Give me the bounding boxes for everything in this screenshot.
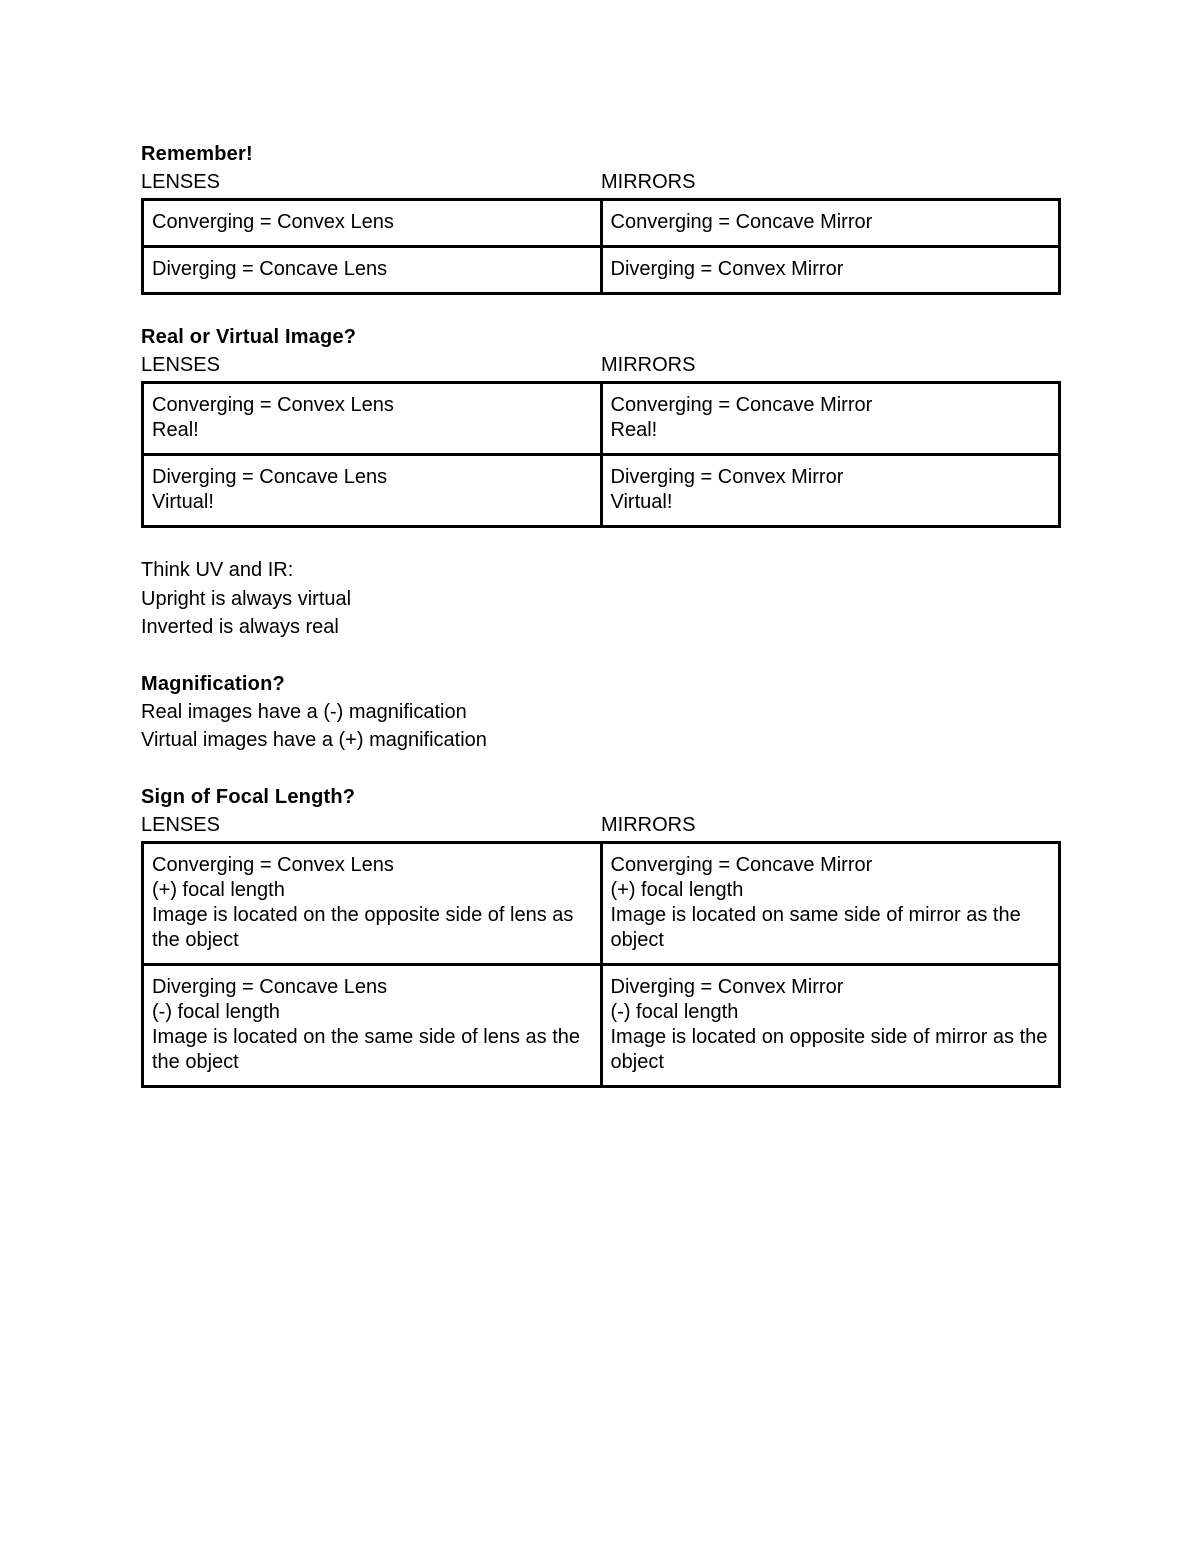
cell-text: Diverging = Convex Mirror (610, 258, 844, 280)
col-header-mirrors: MIRRORS (601, 354, 696, 376)
cell-text: Image is located on the opposite side of lens as the object (152, 903, 574, 951)
cell-text: Diverging = Concave Lens (152, 258, 388, 280)
cell-text: Diverging = Convex Mirror (610, 466, 844, 488)
text-line: Virtual images have a (+) magnification (141, 729, 487, 751)
column-headers-focal (141, 811, 1061, 841)
table-cell-mirror (601, 247, 1060, 294)
table-cell-mirror (601, 455, 1060, 527)
table-cell-lens (143, 842, 602, 964)
heading-focal-length: Sign of Focal Length? (141, 785, 356, 808)
table-cell-lens (143, 383, 602, 455)
spacer (141, 295, 1061, 323)
table-row (143, 247, 1060, 294)
col-header-lenses: LENSES (141, 813, 220, 836)
cell-text: Diverging = Concave Lens (152, 466, 388, 488)
cell-text: Real! (152, 419, 199, 441)
cell-text: Converging = Concave Mirror (610, 853, 873, 876)
text-line: Think UV and IR: (141, 559, 294, 581)
cell-text: Converging = Convex Lens (152, 853, 394, 876)
table-cell-lens (143, 455, 602, 527)
spacer (141, 755, 1061, 783)
heading-remember: Remember! (141, 143, 253, 165)
table-cell-mirror (601, 842, 1060, 964)
cell-text: Image is located on same side of mirror as the object (610, 903, 1021, 951)
table-cell-mirror (601, 383, 1060, 455)
table-real-virtual (141, 381, 1061, 528)
cell-text: (+) focal length (152, 878, 285, 901)
cell-text: Diverging = Concave Lens (152, 975, 388, 998)
think-block (141, 556, 1061, 642)
cell-text: Converging = Concave Mirror (610, 394, 873, 416)
text-line: Upright is always virtual (141, 587, 352, 610)
column-headers-remember (141, 168, 1061, 198)
col-header-lenses: LENSES (141, 354, 220, 376)
text-line: Real images have a (-) magnification (141, 700, 467, 723)
cell-text: Virtual! (610, 491, 673, 513)
cell-text: Virtual! (152, 491, 214, 513)
cell-text: (-) focal length (610, 1000, 739, 1023)
text-line: Inverted is always real (141, 616, 339, 638)
table-row (143, 383, 1060, 455)
heading-real-virtual: Real or Virtual Image? (141, 326, 357, 348)
table-cell-mirror (601, 200, 1060, 247)
table-cell-mirror (601, 964, 1060, 1086)
cell-text: Real! (610, 419, 658, 441)
table-row (143, 200, 1060, 247)
cell-text: Converging = Concave Mirror (610, 211, 873, 233)
heading-magnification: Magnification? (141, 672, 285, 695)
table-cell-lens (143, 200, 602, 247)
col-header-mirrors: MIRRORS (601, 171, 696, 193)
table-cell-lens (143, 247, 602, 294)
column-headers-real-virtual (141, 351, 1061, 381)
col-header-lenses: LENSES (141, 171, 220, 193)
document-page (141, 140, 1061, 1088)
col-header-mirrors: MIRRORS (601, 813, 696, 836)
spacer (141, 642, 1061, 670)
cell-text: Image is located on the same side of lens as the the object (152, 1025, 581, 1073)
cell-text: (-) focal length (152, 1000, 280, 1023)
magnification-block (141, 698, 1061, 755)
spacer (141, 528, 1061, 556)
table-row (143, 842, 1060, 964)
cell-text: Diverging = Convex Mirror (610, 975, 844, 998)
cell-text: Image is located on opposite side of mirror as the object (610, 1025, 1048, 1073)
table-remember (141, 198, 1061, 295)
table-focal-length (141, 841, 1061, 1088)
table-cell-lens (143, 964, 602, 1086)
cell-text: Converging = Convex Lens (152, 211, 394, 233)
table-row (143, 455, 1060, 527)
cell-text: (+) focal length (610, 878, 744, 901)
table-row (143, 964, 1060, 1086)
cell-text: Converging = Convex Lens (152, 394, 394, 416)
